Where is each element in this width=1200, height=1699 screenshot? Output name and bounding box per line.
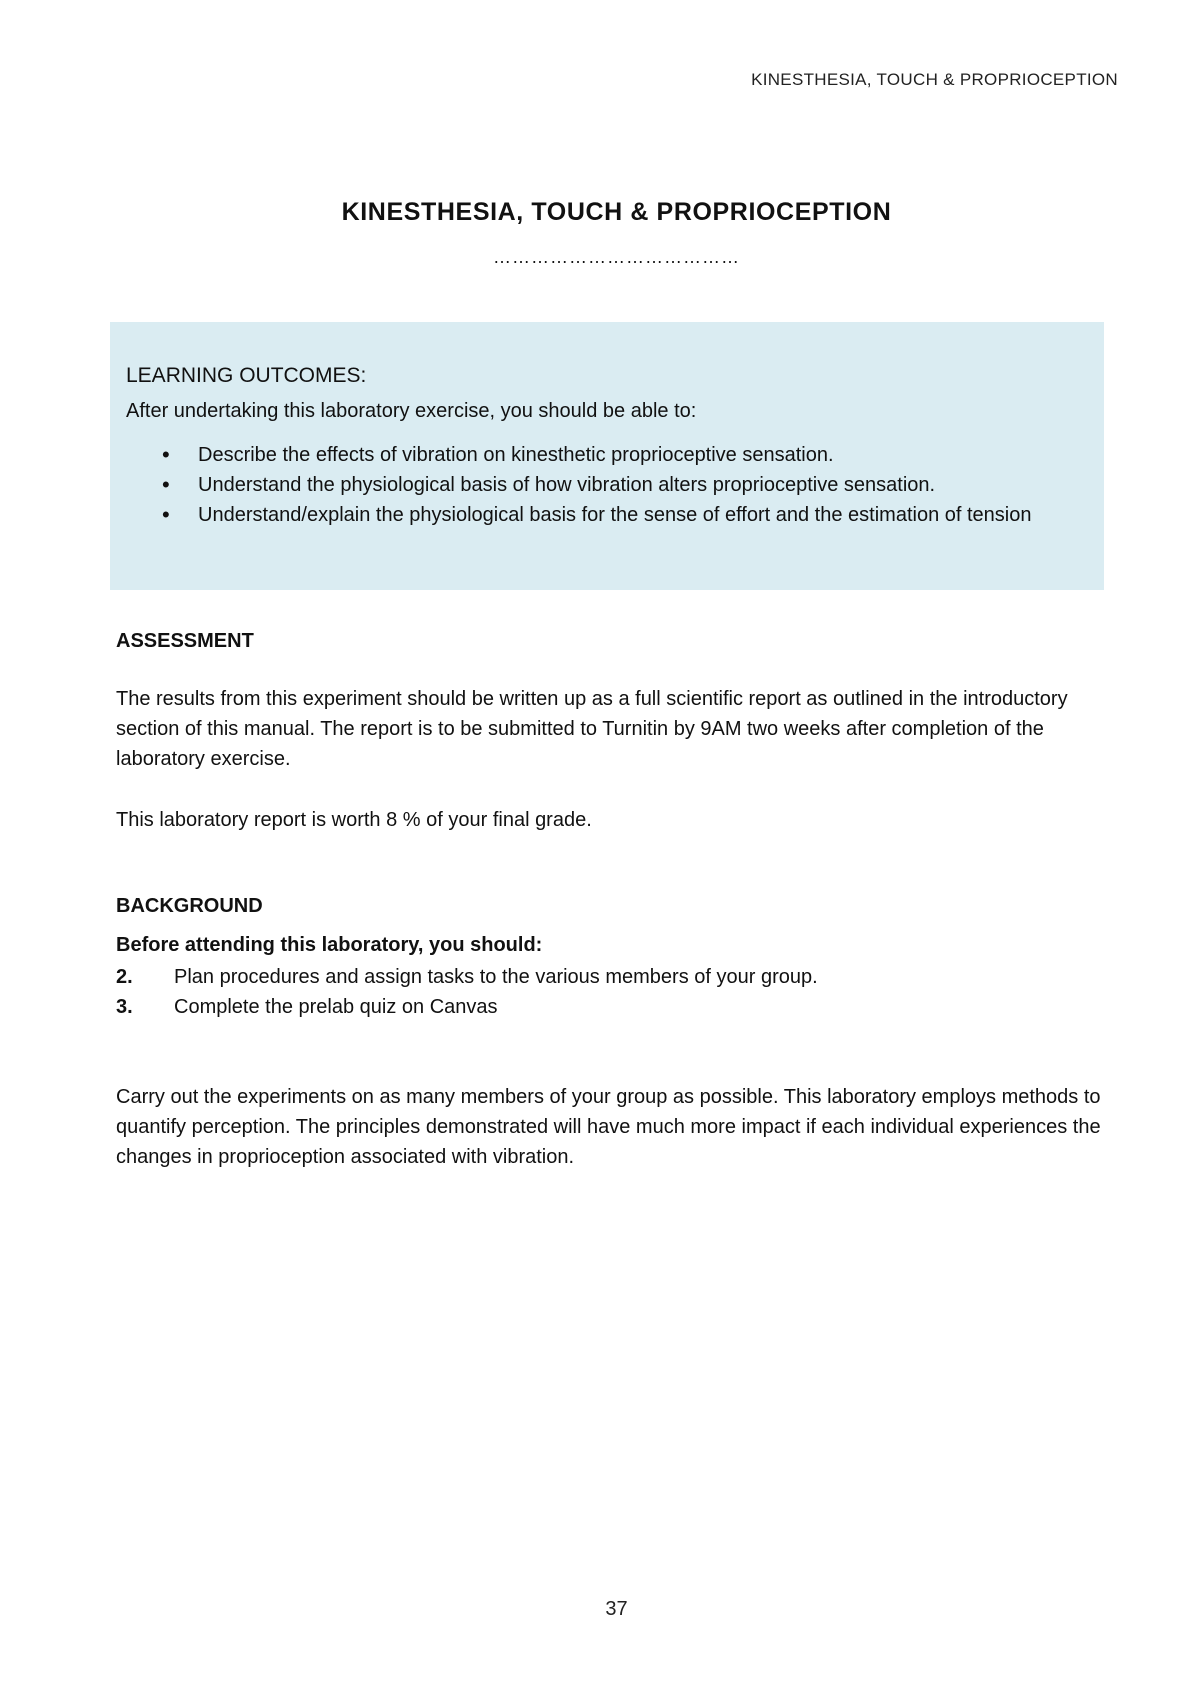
grade-weight-paragraph: This laboratory report is worth 8 % of your final grade. [116, 809, 592, 831]
bullet-icon: • [162, 442, 170, 467]
list-item [116, 962, 818, 992]
background-heading: BACKGROUND [116, 895, 263, 917]
bullet-icon: • [162, 472, 170, 497]
learning-outcomes-list [126, 440, 1074, 530]
step-text: Complete the prelab quiz on Canvas [174, 996, 498, 1018]
title-divider-dots: ………………………………… [493, 247, 740, 267]
background-subheading: Before attending this laboratory, you should: [116, 934, 543, 956]
outcome-text: Understand/explain the physiological basis for the sense of effort and the estimation of tension [198, 504, 1032, 526]
learning-outcomes-box [110, 322, 1104, 590]
assessment-heading: ASSESSMENT [116, 630, 254, 652]
bullet-icon: • [162, 502, 170, 527]
step-number: 3. [116, 996, 133, 1018]
learning-outcomes-intro: After undertaking this laboratory exercise, you should be able to: [126, 400, 697, 422]
background-paragraph: Carry out the experiments on as many members of your group as possible. This laboratory employs methods to quantify perception. The principles demonstrated will have much more impact if each individual experiences the changes in proprioception associated with vibration. [116, 1086, 1101, 1168]
step-text: Plan procedures and assign tasks to the various members of your group. [174, 966, 818, 988]
list-item [126, 500, 1074, 530]
outcome-text: Describe the effects of vibration on kinesthetic proprioceptive sensation. [198, 444, 834, 466]
outcome-text: Understand the physiological basis of how vibration alters proprioceptive sensation. [198, 474, 936, 496]
list-item [116, 992, 818, 1022]
step-number: 2. [116, 966, 133, 988]
page-title: KINESTHESIA, TOUCH & PROPRIOCEPTION [341, 198, 892, 226]
learning-outcomes-heading: LEARNING OUTCOMES: [126, 364, 367, 387]
running-header: KINESTHESIA, TOUCH & PROPRIOCEPTION [751, 70, 1118, 89]
page-number: 37 [605, 1598, 628, 1620]
list-item [126, 470, 1074, 500]
assessment-paragraph: The results from this experiment should be written up as a full scientific report as outlined in the introductory section of this manual. The report is to be submitted to Turnitin by 9AM two weeks after completion of the laboratory exercise. [116, 688, 1068, 770]
list-item [126, 440, 1074, 470]
preparation-steps [116, 962, 818, 1022]
